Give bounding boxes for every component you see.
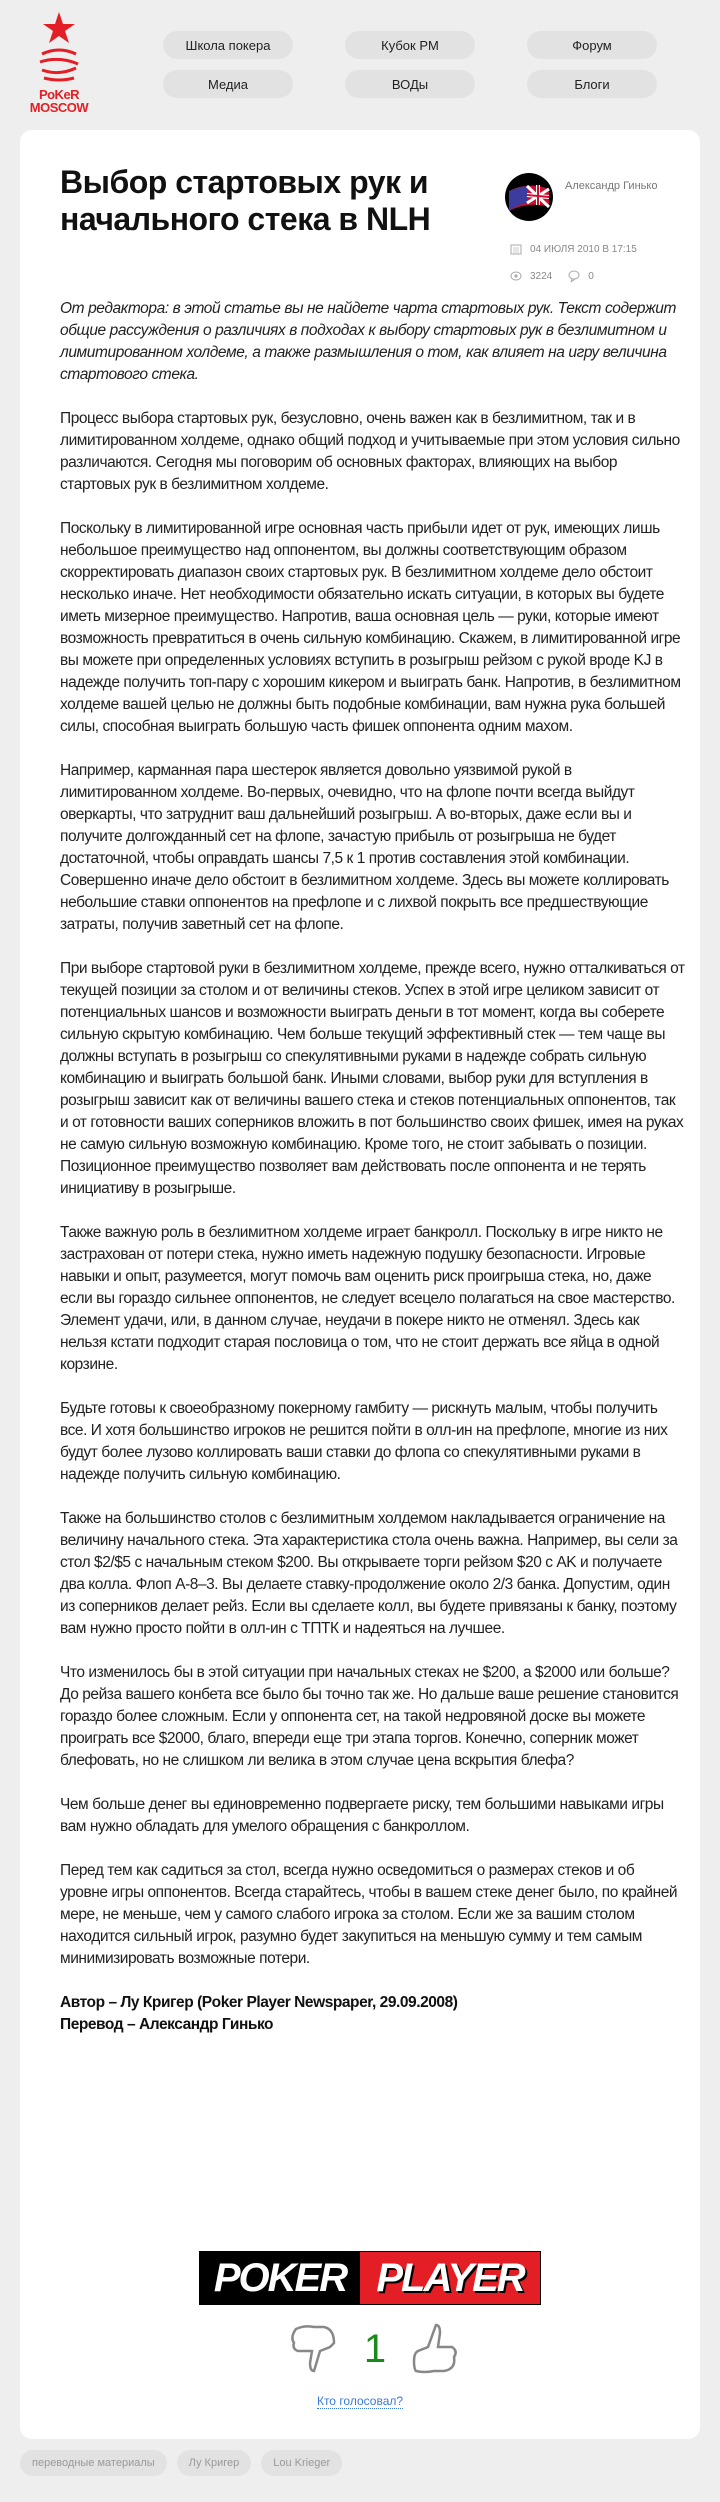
main-nav: [163, 31, 657, 98]
vote-count: 1: [363, 2326, 387, 2371]
nav-school[interactable]: Школа покера: [163, 31, 293, 59]
paragraph: Что изменилось бы в этой ситуации при начальных стеках не $200, а $2000 или больше? До рейза вашего конбета все было бы точно так же. Но дальше ваше решение становится гораздо более сложным. Если у оппонента сет, на такой недровяной доске вы можете проиграть все $2000, благо, впереди еще три этапа торгов. Конечно, соперник может блефовать, но не слишком ли велика в этом случае цена вскрытия блефа?: [60, 1664, 679, 1769]
post-date: [510, 243, 637, 255]
comments-count[interactable]: 0: [588, 270, 594, 282]
tag[interactable]: Lou Krieger: [261, 2450, 342, 2476]
post-stats: [510, 270, 594, 282]
date-text: 04 ИЮЛЯ 2010 В 17:15: [530, 243, 637, 255]
nav-vods[interactable]: ВОДы: [345, 70, 475, 98]
vote-widget: [290, 2323, 460, 2375]
paragraph: При выборе стартовой руки в безлимитном холдеме, прежде всего, нужно отталкиваться от текущей позиции за столом и от величины стеков. Успех в этой игре целиком зависит от потенциальных шансов и возможности выиграть деньги в тот момент, когда вы соберете сильную скрытую комбинацию. Чем больше текущий эффективный стек — тем чаще вы должны вступать в розыгрыш со спекулятивными руками в надежде собрать сильную комбинацию и выиграть большой банк. Иными словами, выбор руки для вступления в розыгрыш зависит как от величины вашего стека и стеков потенциальных оппонентов, так и от готовности ваших соперников вложить в пот большинство своих фишек, имея на руках не самую сильную возможную комбинацию. Кроме того, не стоит забывать о позиции. Позиционное преимущество позволяет вам действовать после оппонента и не терять инициативу в розыгрыше.: [60, 960, 685, 1197]
comments-icon: [568, 270, 580, 282]
author-name[interactable]: Александр Гинько: [565, 180, 658, 192]
nav-cup[interactable]: Кубок PM: [345, 31, 475, 59]
article-card: [20, 130, 700, 2439]
logo-word-poker: POKER: [200, 2252, 360, 2304]
author-avatar[interactable]: [505, 173, 553, 221]
thumbs-down-icon[interactable]: [290, 2323, 340, 2375]
views-count: 3224: [530, 270, 553, 282]
editor-intro: От редактора: в этой статье вы не найдете чарта стартовых рук. Текст содержит общие рассуждения о различиях в подходах к выбору стартовых рук в безлимитном и лимитированном холдеме, а также размышления о том, как влияет на игру величина стартового стека.: [60, 300, 676, 383]
tag[interactable]: Лу Кригер: [177, 2450, 252, 2476]
credit-author: Автор – Лу Кригер (Poker Player Newspaper, 29.09.2008): [60, 1994, 458, 2011]
credit-translation: Перевод – Александр Гинько: [60, 2016, 274, 2033]
calendar-icon: [510, 243, 522, 255]
poker-moscow-logo[interactable]: [26, 10, 92, 122]
paragraph: Также на большинство столов с безлимитным холдемом накладывается ограничение на величину начального стека. Эта характеристика стола очень важна. Например, вы сели за стол $2/$5 с начальным стеком $200. Вы открываете торги рейзом $20 с AK и получаете два колла. Флоп A-8–3. Вы делаете ставку-продолжение около 2/3 банка. Допустим, один из соперников делает рейз. Если вы сделаете колл, вы будете привязаны к банку, поэтому вам нужно просто пойти в олл-ин с ТПТК и надеяться на лучшее.: [60, 1510, 678, 1637]
who-voted: [20, 2392, 700, 2410]
paragraph: Поскольку в лимитированной игре основная часть прибыли идет от рук, имеющих лишь небольшое преимущество над оппонентом, вы должны соответствующим образом скорректировать диапазон своих стартовых рук. В безлимитном холдеме дело обстоит несколько иначе. Нет необходимости обязательно искать ситуации, в которых вы будете иметь мизерное преимущество. Напротив, ваша основная цель — руки, которые имеют возможность превратиться в очень сильную комбинацию. Скажем, в лимитированной игре вы можете при определенных условиях вступить в розыгрыш рейзом с рукой вроде KJ в надежде получить топ-пару с хорошим кикером и выиграть банк. Напротив, в безлимитном холдеме вашей целью не должны быть подобные комбинации, вам нужна рука большей силы, способная выиграть большую часть фишек оппонента одним махом.: [60, 520, 681, 735]
logo-word-player: PLAYER: [360, 2252, 540, 2304]
paragraph: Например, карманная пара шестерок является довольно уязвимой рукой в лимитированном холдеме. Во-первых, очевидно, что на флопе почти всегда выйдут оверкарты, что затруднит ваш дальнейший розыгрыш. А во-вторых, даже если вы и получите долгожданный сет на флопе, зачастую прибыль от розыгрыша не будет достаточной, чтобы оправдать шансы 7,5 к 1 против составления этой комбинации. Совершенно иначе дело обстоит в безлимитном холдеме. Здесь вы можете коллировать небольшие ставки оппонентов на префлопе и с лихвой покрыть все предшествующие затраты, получив заветный сет на флопе.: [60, 762, 669, 933]
thumbs-up-icon[interactable]: [410, 2323, 460, 2375]
nav-forum[interactable]: Форум: [527, 31, 657, 59]
paragraph: Также важную роль в безлимитном холдеме играет банкролл. Поскольку в игре никто не застрахован от потери стека, нужно иметь надежную подушку безопасности. Игровые навыки и опыт, разумеется, могут помочь вам оценить риск проигрыша стека, но, даже если вы гораздо сильнее оппонентов, не следует всецело полагаться на свое мастерство. Элемент удачи, или, в данном случае, неудачи в покере никто не отменял. Здесь как нельзя кстати подходит старая пословица о том, что не стоит держать все яйца в одной корзине.: [60, 1224, 675, 1373]
poker-player-logo: [199, 2251, 541, 2305]
paragraph: Будьте готовы к своеобразному покерному гамбиту — рискнуть малым, чтобы получить все. И хотя большинство игроков не решится пойти в олл-ин на префлопе, многие из них будут более лузово коллировать ваши ставки до флопа со спекулятивными руками в надежде получить сильную комбинацию.: [60, 1400, 668, 1483]
star-spiral-icon: [26, 10, 92, 88]
paragraph: Перед тем как садиться за стол, всегда нужно осведомиться о размерах стеков и об уровне игры оппонентов. Всегда старайтесь, чтобы в вашем стеке денег было, по крайней мере, не меньше, чем у самого слабого игрока за столом. Если же за вашим столом находится сильный игрок, разумно будет закупиться на меньшую сумму и тем самым минимизировать возможные потери.: [60, 1862, 678, 1967]
paragraph: Чем больше денег вы единовременно подвергаете риску, тем большими навыками игры вам нужно обладать для умелого обращения с банкроллом.: [60, 1796, 664, 1835]
article-body: [60, 408, 685, 2036]
tag-list: [20, 2450, 342, 2476]
tag[interactable]: переводные материалы: [20, 2450, 167, 2476]
flag-avatar-icon: [505, 173, 553, 221]
paragraph: Процесс выбора стартовых рук, безусловно, очень важен как в безлимитном, так и в лимитированном холдеме, однако общий подход и учитываемые при этом условия сильно различаются. Сегодня мы поговорим об основных факторах, влияющих на выбор стартовых рук в безлимитном холдеме.: [60, 410, 680, 493]
article-title: Выбор стартовых рук и начального стека в NLH: [60, 164, 431, 237]
who-voted-link[interactable]: Кто голосовал?: [316, 2394, 404, 2408]
nav-media[interactable]: Медиа: [163, 70, 293, 98]
nav-blogs[interactable]: Блоги: [527, 70, 657, 98]
eye-icon: [510, 270, 522, 282]
logo-text: PoKeR MOSCOW: [29, 87, 89, 115]
